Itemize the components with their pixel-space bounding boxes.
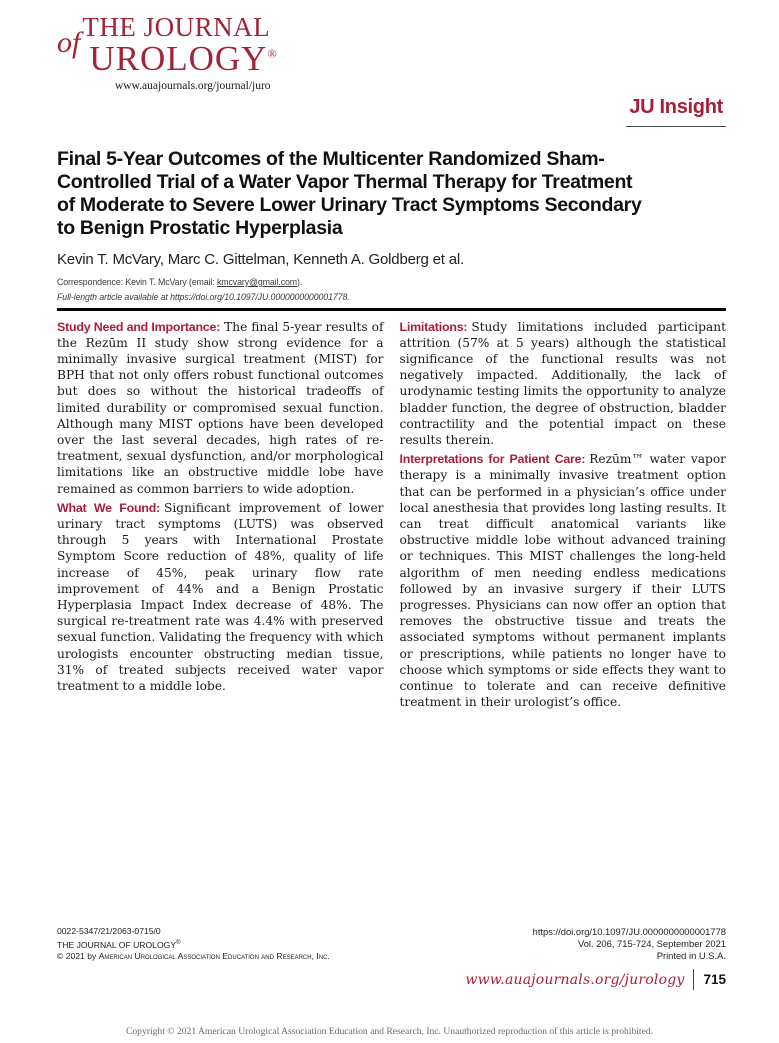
- vertical-divider: [693, 969, 694, 990]
- issn-code-line: 0022-5347/21/2063-0715/0: [57, 926, 161, 936]
- section-interpretations-for-patient-care: [400, 451, 727, 710]
- section-text: Study limitations included participant attrition (57% at 5 years) although the statistical significance of the functional results was not negatively impacted. Additionally, the lack of urodynamic testing limits the opportunity to analyze bladder function, the degree of obstruction, bladder contractility and the potential impact on these results therein.: [399, 319, 726, 447]
- ju-insight-badge: JU Insight: [626, 96, 726, 127]
- correspondence-prefix: Correspondence: Kevin T. McVary (email:: [57, 277, 217, 287]
- journal-logo: [57, 14, 726, 92]
- masthead: [57, 14, 726, 127]
- right-column: [400, 319, 727, 714]
- authors-line: Kevin T. McVary, Marc C. Gittelman, Kenneth A. Goldberg et al.: [57, 251, 464, 268]
- doi-line: https://doi.org/10.1097/JU.0000000000001778: [532, 926, 726, 937]
- correspondence-suffix: ).: [297, 277, 303, 287]
- copyright-holder-line: [57, 951, 330, 963]
- header-divider-rule: [57, 308, 726, 311]
- journal-name-line: [57, 938, 330, 952]
- logo-line-urology: [89, 41, 276, 76]
- correspondence-line: [57, 277, 726, 287]
- journal-name-text: THE JOURNAL OF UROLOGY: [57, 939, 177, 950]
- bottom-copyright-notice: Copyright © 2021 American Urological Association Education and Research, Inc. Unauthorized reproduction of this article is prohibited.: [125, 1026, 654, 1037]
- registered-mark-icon: ®: [176, 939, 181, 946]
- abstract-columns: [57, 319, 726, 714]
- logo-row: [57, 14, 726, 76]
- copyright-prefix: © 2021 by: [57, 951, 99, 962]
- section-text: Rezūm™ water vapor therapy is a minimally invasive treatment option that can be performed in a physician’s office under local anesthesia that provides long lasting results. It can treat difficult anatomical variants like obstructive middle lobe without advanced training or techniques. This MIST challenges the long-held algorithm of men needing endless medications followed by an invasive surgery if their LUTS progresses. Physicians can now offer an option that removes the obstructive tissue and treats the associated symptoms without permanent implants or prescriptions, while patients no longer have to choose which symptoms or side effects they want to continue to tolerate and can receive definitive treatment in their urologist’s office.: [399, 452, 726, 710]
- footer-right-block: [533, 926, 726, 963]
- site-page-line: [465, 969, 726, 990]
- printed-in-line: Printed in U.S.A.: [656, 950, 726, 962]
- section-heading: What We Found:: [57, 500, 161, 515]
- correspondence-email-link[interactable]: kmcvary@gmail.com: [216, 277, 298, 287]
- logo-urology-text: UROLOGY: [89, 39, 268, 78]
- section-heading: Interpretations for Patient Care:: [399, 452, 586, 467]
- section-what-we-found: [57, 500, 384, 694]
- article-title: Final 5-Year Outcomes of the Multicenter Randomized Sham-Controlled Trial of a Water Vapor Thermal Therapy for Treatment of Moderate to Severe Lower Urinary Tract Symptoms Secondary to Benign Prostatic Hyperplasia: [57, 148, 642, 239]
- section-text: Significant improvement of lower urinary tract symptoms (LUTS) was observed through 5 years with International Prostate Symptom Score reduction of 48%, quality of life increase of 45%, peak urinary flow rate improvement of 44% and a Benign Prostatic Hyperplasia Impact Index decrease of 48%. The surgical re-treatment rate was 4.4% with preserved sexual function. Validating the frequency with which urologists encounter obstructing median tissue, 31% of treated subjects received water vapor treatment to a middle lobe.: [57, 500, 384, 693]
- logo-of-word: of: [57, 26, 81, 59]
- full-length-note: Full-length article available at https://doi.org/10.1097/JU.0000000000001778.: [57, 292, 350, 302]
- footer-meta: [57, 926, 726, 963]
- section-limitations: [400, 319, 727, 449]
- journal-website-url: www.auajournals.org/journal/juro: [115, 80, 271, 92]
- page-number: 715: [703, 972, 726, 987]
- section-text: The final 5-year results of the Rezūm II study show strong evidence for a minimally invasive surgical treatment (MIST) for BPH that not only offers robust functional outcomes but does so without the historical tradeoffs of limited durability or compromised sexual function. Although many MIST options have been developed over the last several decades, high rates of re-treatment, sexual dysfunction, and/or morphological limitations like an obstructive middle lobe have remained as common barriers to wide adoption.: [57, 319, 384, 496]
- section-study-need-and-importance: [57, 319, 384, 497]
- logo-line-the-journal: THE JOURNAL: [82, 12, 271, 42]
- site-url-link[interactable]: www.auajournals.org/jurology: [465, 971, 685, 988]
- volume-issue-line: Vol. 206, 715-724, September 2021: [577, 938, 726, 950]
- section-heading: Study Need and Importance:: [57, 319, 221, 334]
- footer-left-block: [57, 926, 330, 963]
- registered-mark-icon: ®: [267, 46, 277, 61]
- copyright-organization: American Urological Association Education and Research, Inc.: [98, 951, 330, 962]
- badge-wrap: [57, 96, 726, 127]
- left-column: [57, 319, 384, 714]
- logo-lines: [82, 14, 276, 76]
- section-heading: Limitations:: [399, 319, 468, 334]
